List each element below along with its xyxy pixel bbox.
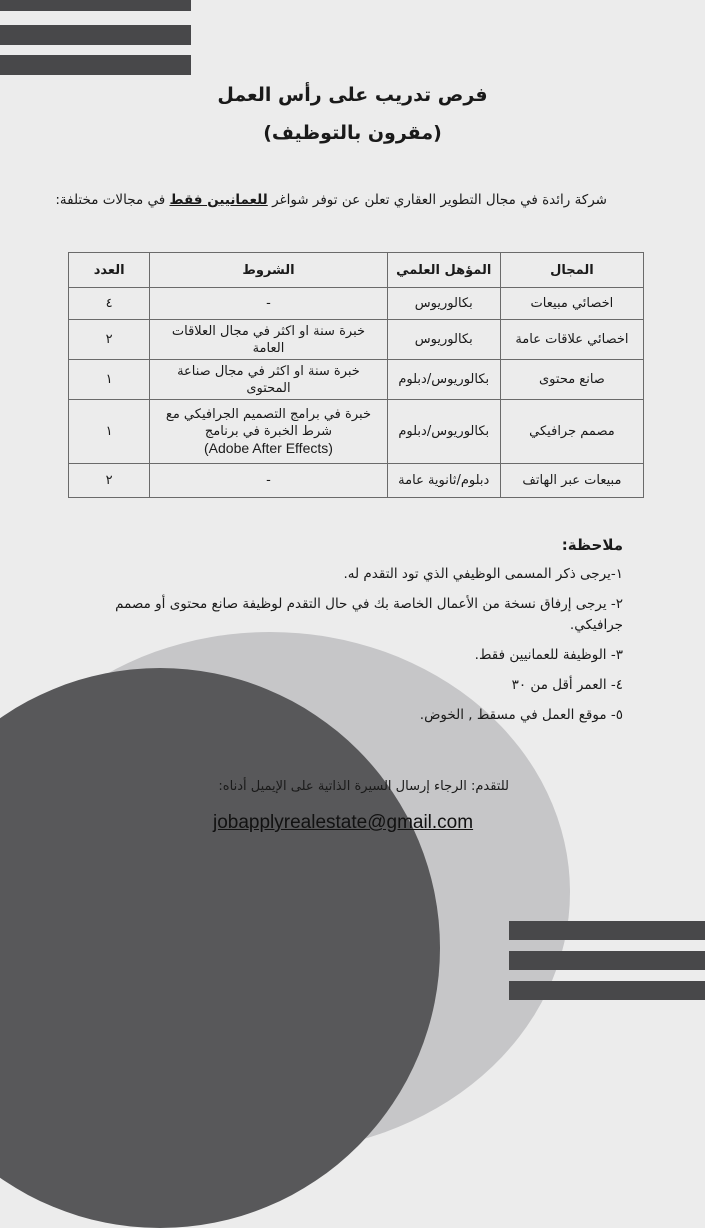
note-item: ٤- العمر أقل من ٣٠ [511, 677, 623, 693]
jobs-table [68, 252, 644, 498]
page-title: فرص تدريب على رأس العمل [217, 84, 488, 106]
cell-conditions [150, 400, 387, 464]
cell-conditions: - [150, 288, 387, 320]
cell-qualification: بكالوريوس/دبلوم [387, 360, 500, 400]
table-row [69, 320, 644, 360]
cell-field: صانع محتوى [500, 360, 643, 400]
cell-field: مصمم جرافيكي [500, 400, 643, 464]
header-conditions: الشروط [150, 253, 387, 288]
table-row [69, 288, 644, 320]
header-field: المجال [500, 253, 643, 288]
table-row [69, 360, 644, 400]
apply-instructions: للتقدم: الرجاء إرسال السيرة الذاتية على الإيميل أدناه: [218, 779, 509, 794]
intro-text [55, 192, 607, 208]
apply-email-link[interactable]: jobapplyrealestate@gmail.com [213, 812, 474, 833]
cell-count: ١ [69, 360, 150, 400]
cell-count: ٢ [69, 320, 150, 360]
note-item: ٣- الوظيفة للعمانيين فقط. [474, 647, 623, 663]
cell-count: ١ [69, 400, 150, 464]
cell-count: ٢ [69, 464, 150, 498]
table-row [69, 464, 644, 498]
cell-field: اخصائي مبيعات [500, 288, 643, 320]
cell-qualification: دبلوم/ثانوية عامة [387, 464, 500, 498]
page-subtitle: (مقرون بالتوظيف) [263, 122, 442, 144]
cell-conditions: - [150, 464, 387, 498]
header-qualification: المؤهل العلمي [387, 253, 500, 288]
cell-count: ٤ [69, 288, 150, 320]
note-item: ١-يرجى ذكر المسمى الوظيفي الذي تود التقدم له. [343, 566, 623, 582]
intro-after: في مجالات مختلفة: [55, 192, 166, 208]
intro-emphasis: للعمانيين فقط [169, 192, 268, 208]
cell-conditions: خبرة سنة او اكثر في مجال صناعة المحتوى [150, 360, 387, 400]
cell-conditions-text: خبرة في برامج التصميم الجرافيكي مع شرط الخبرة في برنامج [165, 407, 371, 439]
cell-field: اخصائي علاقات عامة [500, 320, 643, 360]
notes-heading: ملاحظة: [561, 536, 623, 554]
table-row [69, 400, 644, 464]
cell-conditions: خبرة سنة او اكثر في مجال العلاقات العامة [150, 320, 387, 360]
header-count: العدد [69, 253, 150, 288]
cell-qualification: بكالوريوس/دبلوم [387, 400, 500, 464]
intro-before: شركة رائدة في مجال التطوير العقاري تعلن عن توفر شواغر [272, 192, 607, 208]
table-header-row [69, 253, 644, 288]
note-item: ٥- موقع العمل في مسقط , الخوض. [419, 707, 623, 723]
cell-conditions-software: (Adobe After Effects) [203, 440, 333, 456]
cell-field: مبيعات عبر الهاتف [500, 464, 643, 498]
cell-qualification: بكالوريوس [387, 320, 500, 360]
note-item: ٢- يرجى إرفاق نسخة من الأعمال الخاصة بك في حال التقدم لوظيفة صانع محتوى أو مصمم جرافيكي. [115, 596, 623, 633]
notes-section [63, 535, 623, 735]
cell-qualification: بكالوريوس [387, 288, 500, 320]
